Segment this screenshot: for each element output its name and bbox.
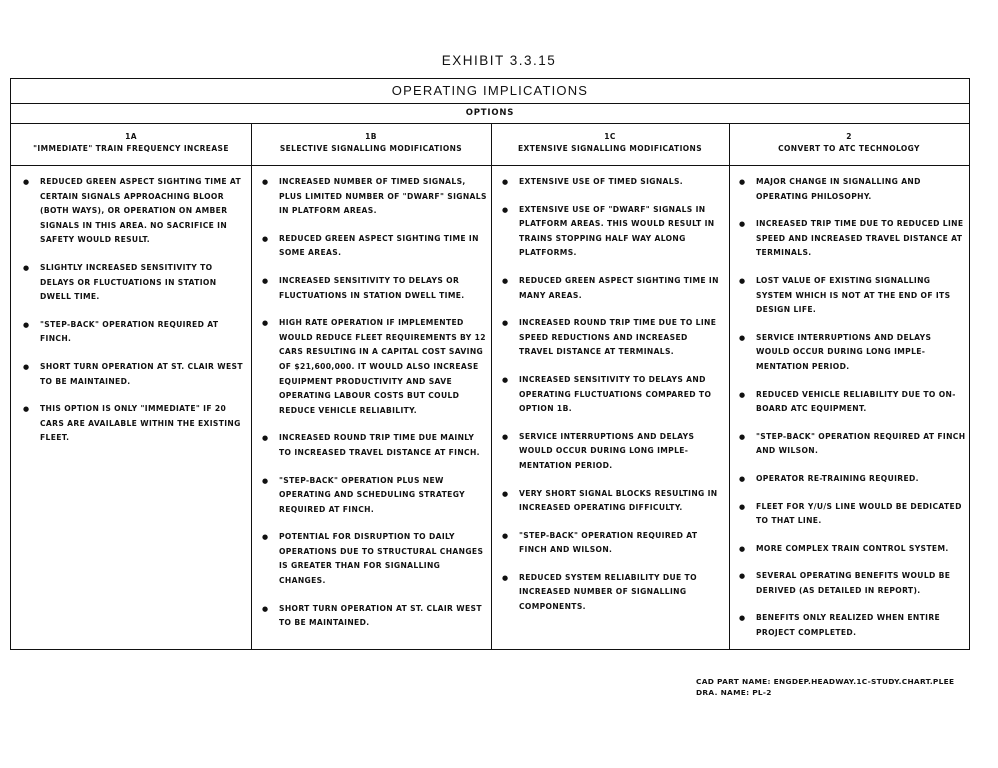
bullet-item: ● REDUCED GREEN ASPECT SIGHTING TIME IN MANY AREAS.: [500, 274, 724, 303]
cad-part-name: CAD PART NAME: ENGDEP.HEADWAY.1C-STUDY.CHART.PLEE: [696, 677, 955, 686]
bullet-item: ● OPERATOR RE-TRAINING REQUIRED.: [737, 472, 967, 487]
column-header-1b: [251, 124, 491, 165]
bullet-item: ● LOST VALUE OF EXISTING SIGNALLING SYSTEM WHICH IS NOT AT THE END OF ITS DESIGN LIFE.: [737, 274, 967, 318]
column-header-1a: [11, 124, 251, 165]
bullet-item: ● INCREASED TRIP TIME DUE TO REDUCED LINE SPEED AND INCREASED TRAVEL DISTANCE AT TERMINALS.: [737, 217, 967, 261]
bullet-item: ● REDUCED VEHICLE RELIABILITY DUE TO ON-BOARD ATC EQUIPMENT.: [737, 388, 967, 417]
bullet-item: ● REDUCED SYSTEM RELIABILITY DUE TO INCREASED NUMBER OF SIGNALLING COMPONENTS.: [500, 571, 724, 615]
bullet-item: ● INCREASED SENSITIVITY TO DELAYS AND OPERATING FLUCTUATIONS COMPARED TO OPTION 1B.: [500, 373, 724, 417]
bullet-item: ● "STEP-BACK" OPERATION REQUIRED AT FINCH.: [21, 318, 243, 347]
bullet-item: ● "STEP-BACK" OPERATION REQUIRED AT FINCH AND WILSON.: [737, 430, 967, 459]
exhibit-title: EXHIBIT 3.3.15: [441, 53, 557, 68]
column-header-2: [729, 124, 969, 165]
operating-implications-table: [10, 78, 970, 650]
bullet-item: ● EXTENSIVE USE OF TIMED SIGNALS.: [500, 175, 724, 190]
column-divider: [491, 124, 492, 649]
column-code: 2: [846, 132, 852, 141]
drawing-footer: [696, 676, 954, 698]
bullet-item: ● MORE COMPLEX TRAIN CONTROL SYSTEM.: [737, 542, 967, 557]
options-header: OPTIONS: [11, 104, 969, 124]
column-body-1c: [500, 175, 724, 628]
bullet-item: ● FLEET FOR Y/U/S LINE WOULD BE DEDICATED TO THAT LINE.: [737, 500, 967, 529]
bullet-item: ● MAJOR CHANGE IN SIGNALLING AND OPERATING PHILOSOPHY.: [737, 175, 967, 204]
column-header-1c: [491, 124, 729, 165]
bullet-list: [260, 175, 488, 631]
column-code: 1A: [125, 132, 137, 141]
bullet-list: [21, 175, 243, 446]
column-body-1b: [260, 175, 488, 644]
bullet-item: ● SHORT TURN OPERATION AT ST. CLAIR WEST TO BE MAINTAINED.: [21, 360, 243, 389]
column-body-1a: [21, 175, 243, 459]
bullet-item: ● REDUCED GREEN ASPECT SIGHTING TIME AT CERTAIN SIGNALS APPROACHING BLOOR (BOTH WAYS), OR OPERATION ON AMBER SIGNALS IN THIS AREA. NO SACRIFICE IN SAFETY WOULD RESULT.: [21, 175, 243, 248]
column-divider: [729, 124, 730, 649]
column-body-2: [737, 175, 967, 654]
bullet-item: ● INCREASED ROUND TRIP TIME DUE MAINLY TO INCREASED TRAVEL DISTANCE AT FINCH.: [260, 431, 488, 460]
drawing-name: DRA. NAME: PL-2: [696, 688, 772, 697]
column-header-row: [11, 124, 969, 166]
bullet-item: ● VERY SHORT SIGNAL BLOCKS RESULTING IN INCREASED OPERATING DIFFICULTY.: [500, 487, 724, 516]
column-name: "IMMEDIATE" TRAIN FREQUENCY INCREASE: [33, 144, 229, 153]
column-divider: [251, 124, 252, 649]
bullet-item: ● INCREASED ROUND TRIP TIME DUE TO LINE SPEED REDUCTIONS AND INCREASED TRAVEL DISTANCE AT TERMINALS.: [500, 316, 724, 360]
bullet-item: ● "STEP-BACK" OPERATION PLUS NEW OPERATING AND SCHEDULING STRATEGY REQUIRED AT FINCH.: [260, 474, 488, 518]
table-title: OPERATING IMPLICATIONS: [11, 79, 969, 104]
bullet-list: [737, 175, 967, 641]
bullet-item: ● INCREASED NUMBER OF TIMED SIGNALS, PLUS LIMITED NUMBER OF "DWARF" SIGNALS IN PLATFORM AREAS.: [260, 175, 488, 219]
bullet-item: ● HIGH RATE OPERATION IF IMPLEMENTED WOULD REDUCE FLEET REQUIREMENTS BY 12 CARS RESULTING IN A CAPITAL COST SAVING OF $21,600,000. IT WOULD ALSO INCREASE EQUIPMENT PRODUCTIVITY AND SAVE OPERATING LABOUR COSTS BUT COULD REDUCE VEHICLE RELIABILITY.: [260, 316, 488, 418]
bullet-item: ● SEVERAL OPERATING BENEFITS WOULD BE DERIVED (AS DETAILED IN REPORT).: [737, 569, 967, 598]
bullet-item: ● INCREASED SENSITIVITY TO DELAYS OR FLUCTUATIONS IN STATION DWELL TIME.: [260, 274, 488, 303]
bullet-item: ● SHORT TURN OPERATION AT ST. CLAIR WEST TO BE MAINTAINED.: [260, 602, 488, 631]
column-name: CONVERT TO ATC TECHNOLOGY: [778, 144, 920, 153]
column-code: 1B: [365, 132, 377, 141]
bullet-list: [500, 175, 724, 615]
bullet-item: ● BENEFITS ONLY REALIZED WHEN ENTIRE PROJECT COMPLETED.: [737, 611, 967, 640]
bullet-item: ● SLIGHTLY INCREASED SENSITIVITY TO DELAYS OR FLUCTUATIONS IN STATION DWELL TIME.: [21, 261, 243, 305]
bullet-item: ● REDUCED GREEN ASPECT SIGHTING TIME IN SOME AREAS.: [260, 232, 488, 261]
column-code: 1C: [604, 132, 616, 141]
bullet-item: ● POTENTIAL FOR DISRUPTION TO DAILY OPERATIONS DUE TO STRUCTURAL CHANGES IS GREATER THAN FOR SIGNALLING CHANGES.: [260, 530, 488, 588]
column-name: EXTENSIVE SIGNALLING MODIFICATIONS: [517, 144, 703, 153]
column-name: SELECTIVE SIGNALLING MODIFICATIONS: [279, 144, 463, 153]
bullet-item: ● THIS OPTION IS ONLY "IMMEDIATE" IF 20 CARS ARE AVAILABLE WITHIN THE EXISTING FLEET.: [21, 402, 243, 446]
bullet-item: ● "STEP-BACK" OPERATION REQUIRED AT FINCH AND WILSON.: [500, 529, 724, 558]
bullet-item: ● SERVICE INTERRUPTIONS AND DELAYS WOULD OCCUR DURING LONG IMPLE-MENTATION PERIOD.: [500, 430, 724, 474]
bullet-item: ● SERVICE INTERRUPTIONS AND DELAYS WOULD OCCUR DURING LONG IMPLE-MENTATION PERIOD.: [737, 331, 967, 375]
bullet-item: ● EXTENSIVE USE OF "DWARF" SIGNALS IN PLATFORM AREAS. THIS WOULD RESULT IN TRAINS STOPPING HALF WAY ALONG PLATFORMS.: [500, 203, 724, 261]
